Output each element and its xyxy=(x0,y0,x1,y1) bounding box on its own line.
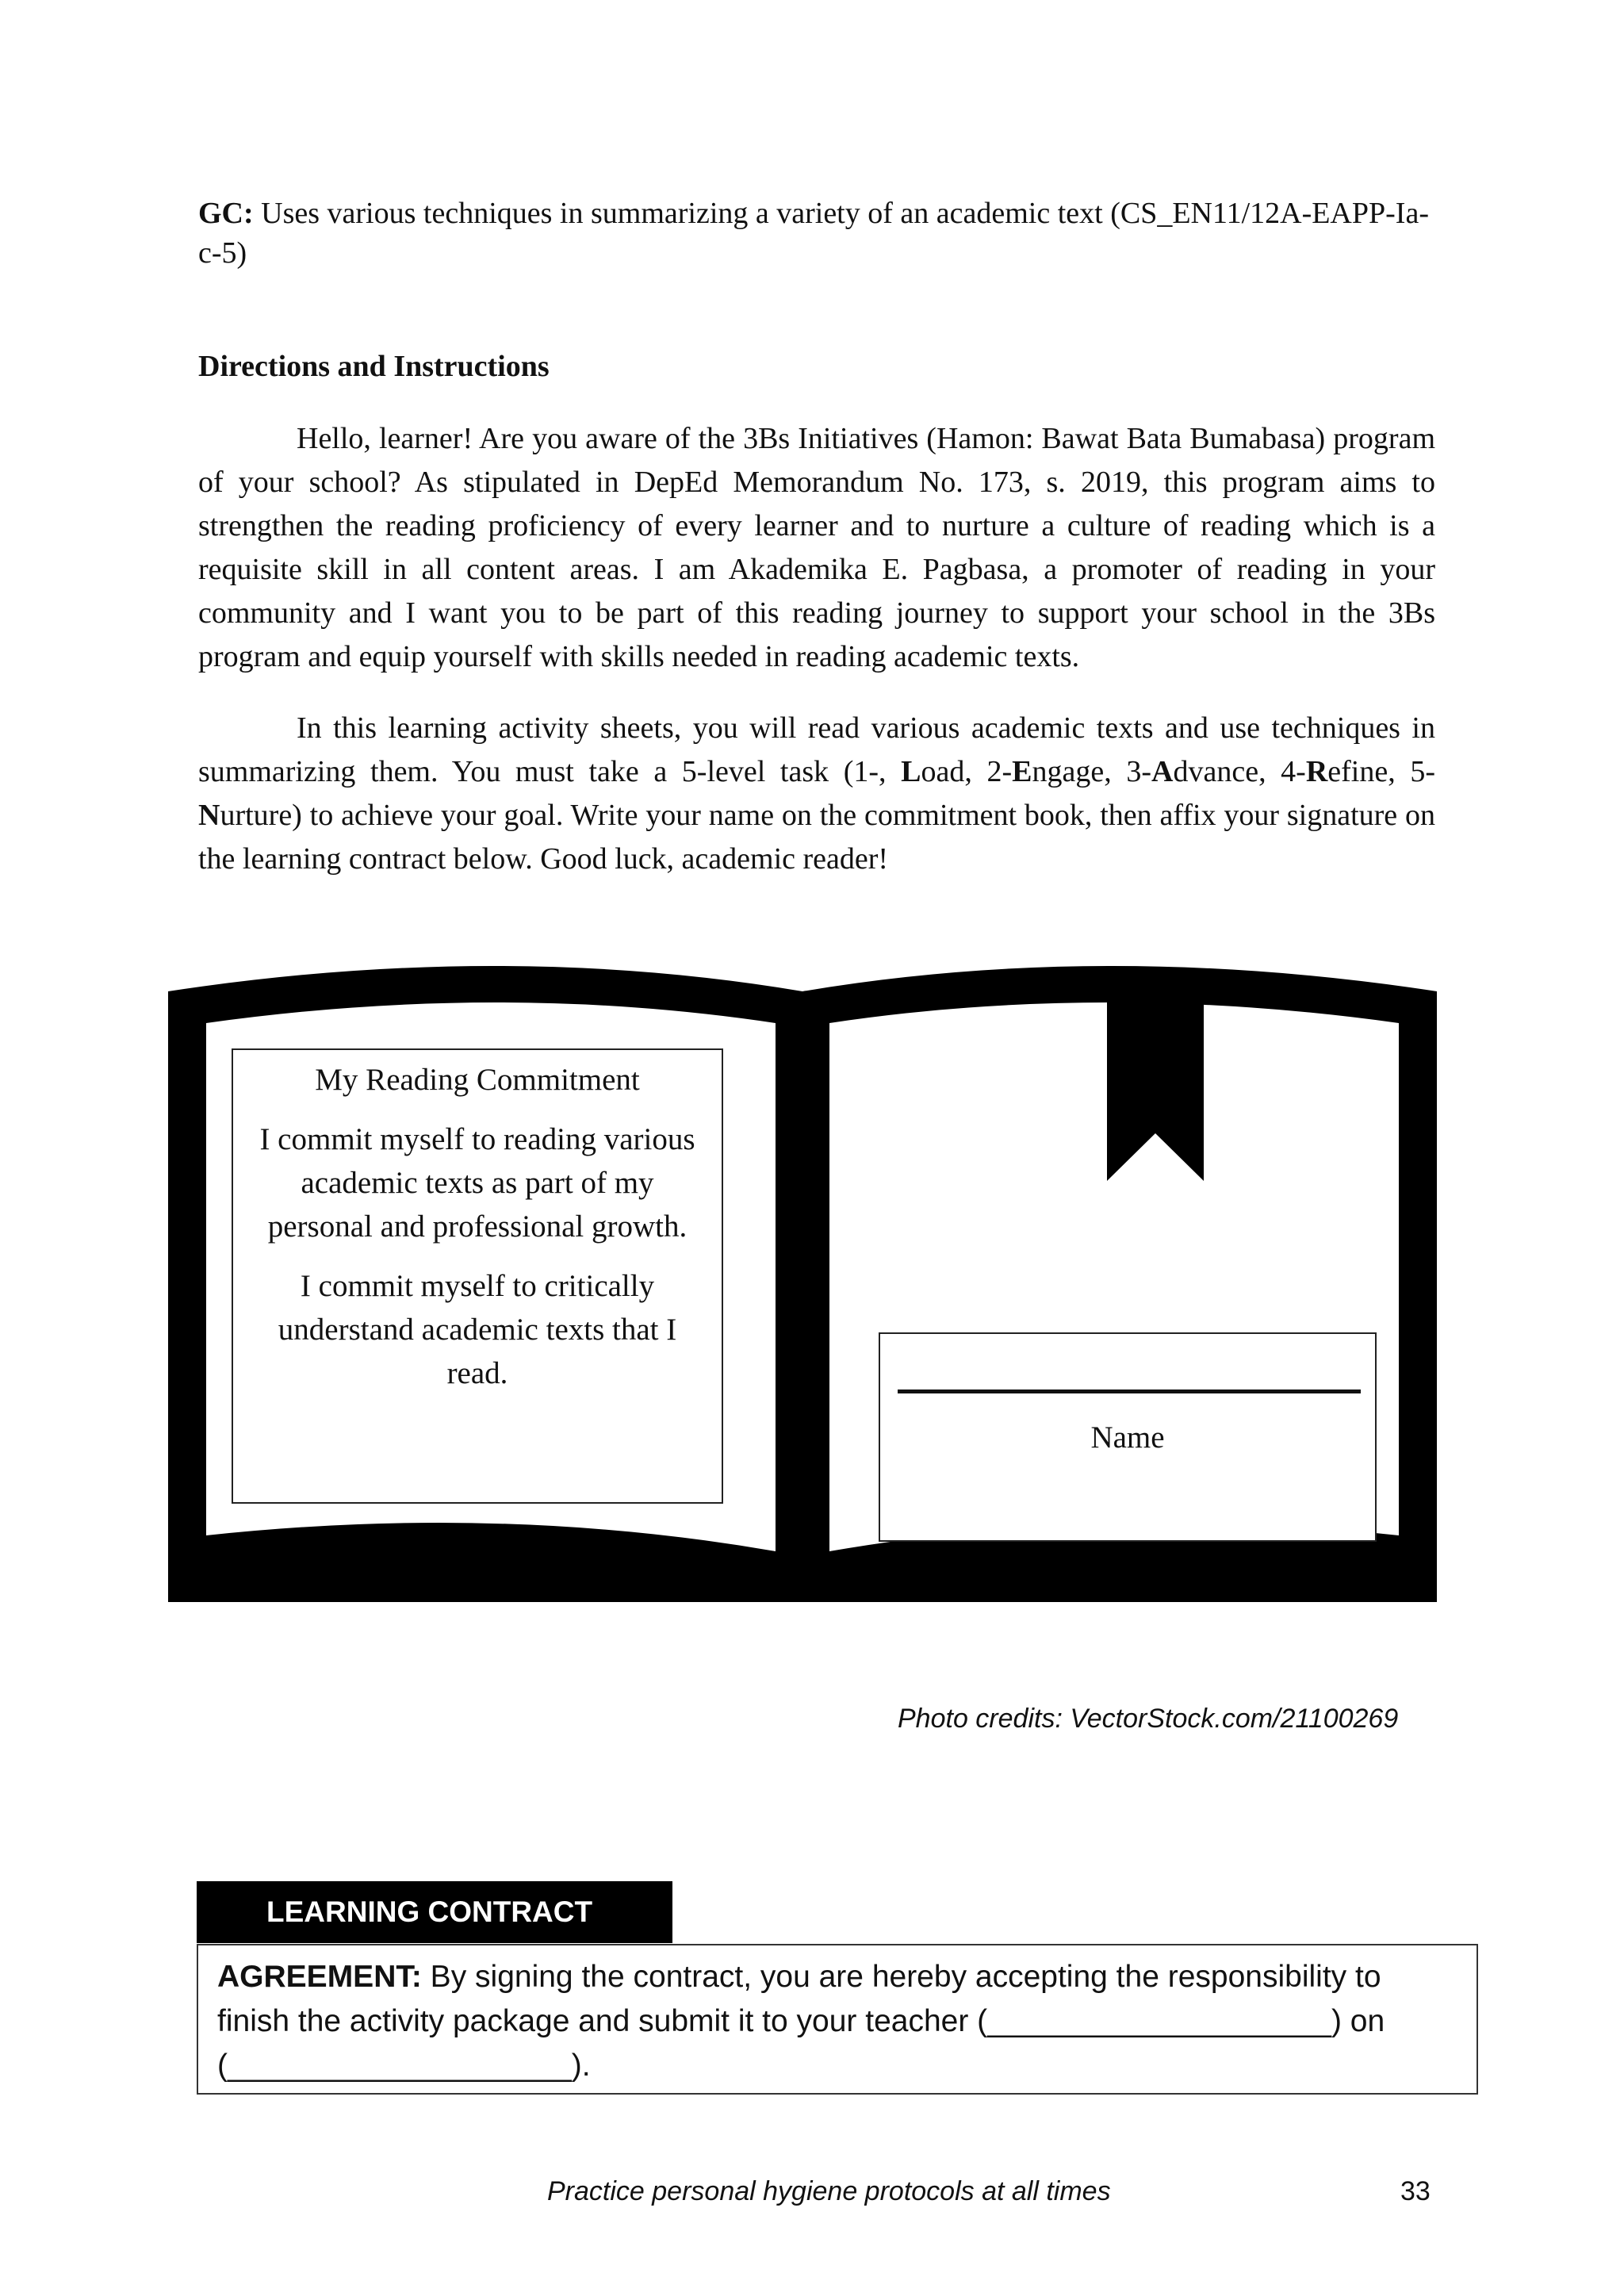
commitment-line-2: I commit myself to critically understand academic texts that I read. xyxy=(278,1269,677,1390)
name-label: Name xyxy=(1090,1420,1165,1455)
gc-text: Uses various techniques in summarizing a variety of an academic text (CS_EN11/12A-EAPP-Ia-c-5) xyxy=(198,197,1429,270)
learning-contract-tab: LEARNING CONTRACT xyxy=(197,1881,672,1943)
name-signature-line xyxy=(898,1389,1361,1393)
footer-text: Practice personal hygiene protocols at all times xyxy=(547,2176,1111,2206)
photo-credits: Photo credits: VectorStock.com/21100269 xyxy=(898,1704,1399,1734)
learning-contract-box xyxy=(197,1944,1478,2095)
commitment-title: My Reading Commitment xyxy=(315,1063,640,1097)
commitment-line-1: I commit myself to reading various academic texts as part of my personal and professional growth. xyxy=(259,1122,695,1244)
page-number: 33 xyxy=(1400,2176,1431,2206)
directions-paragraph-2: In this learning activity sheets, you will read various academic texts and use techniques in summarizing them. You must take a 5-level task (1-, Load, 2-Engage, 3-Advance, 4-Refine, 5-Nurture) to achieve your goal. Write your name on the commitment book, then affix your signature on the learning contract below. Good luck, academic reader! xyxy=(198,711,1435,876)
agreement-label: AGREEMENT: xyxy=(217,1960,422,1994)
directions-heading: Directions and Instructions xyxy=(198,350,550,383)
name-box[interactable] xyxy=(879,1332,1377,1542)
gc-statement xyxy=(198,194,1435,273)
gc-label: GC: xyxy=(198,197,254,230)
reading-commitment-box xyxy=(232,1048,723,1504)
agreement-text: By signing the contract, you are hereby accepting the responsibility to finish the activity package and submit it to your teacher (____________________) on (____________________). xyxy=(217,1960,1385,2083)
directions-paragraph-1: Hello, learner! Are you aware of the 3Bs Initiatives (Hamon: Bawat Bata Bumabasa) program of your school? As stipulated in DepEd Memorandum No. 173, s. 2019, this program aims to strengthen the reading proficiency of every learner and to nurture a culture of reading which is a requisite skill in all content areas. I am Akademika E. Pagbasa, a promoter of reading in your community and I want you to be part of this reading journey to support your school in the 3Bs program and equip yourself with skills needed in reading academic texts. xyxy=(198,422,1435,673)
